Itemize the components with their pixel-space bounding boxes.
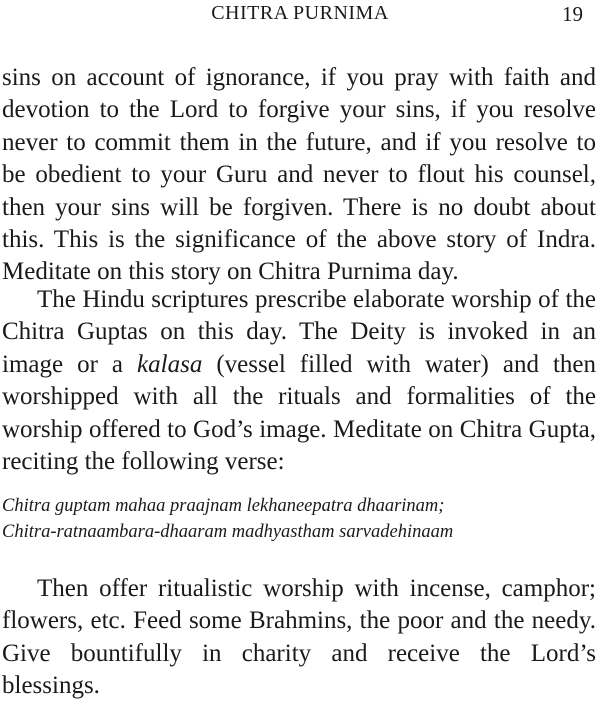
verse-line-2: Chitra-ratnaambara-dhaaram madhyastham sarvadehinaam bbox=[2, 522, 454, 542]
running-title: CHITRA PURNIMA bbox=[211, 2, 389, 24]
paragraph-text-before-italic: The Hindu scriptures prescribe elaborate worship of the Chitra Guptas on this day. The Deity is invoked in an image or a bbox=[2, 286, 596, 378]
italic-term-kalasa: kalasa bbox=[137, 350, 203, 378]
running-header bbox=[0, 2, 600, 28]
paragraph-ritualistic-worship: Then offer ritualistic worship with incense, camphor; flowers, etc. Feed some Brahmins, the poor and the needy. Give bountifully in charity and receive the Lord’s blessings. bbox=[2, 575, 596, 700]
page-number: 19 bbox=[562, 2, 583, 26]
verse-line-1: Chitra guptam mahaa praajnam lekhaneepatra dhaarinam; bbox=[2, 496, 445, 516]
paragraph-text-after-italic: (vessel filled with water) and then worshipped with all the rituals and formalities of the worship offered to God’s image. Meditate on Chitra Gupta, reciting the following verse: bbox=[2, 350, 596, 476]
paragraph-chitra-guptas-worship bbox=[2, 284, 596, 478]
sanskrit-verse bbox=[2, 493, 596, 545]
paragraph-sins-forgiveness: sins on account of ignorance, if you pray with faith and devotion to the Lord to forgive your sins, if you resolve never to commit them in the future, and if you resolve to be obedient to your Guru and never to flout his counsel, then your sins will be forgiven. There is no doubt about this. This is the significance of the above story of Indra. Meditate on this story on Chitra Purnima day. bbox=[2, 64, 596, 286]
